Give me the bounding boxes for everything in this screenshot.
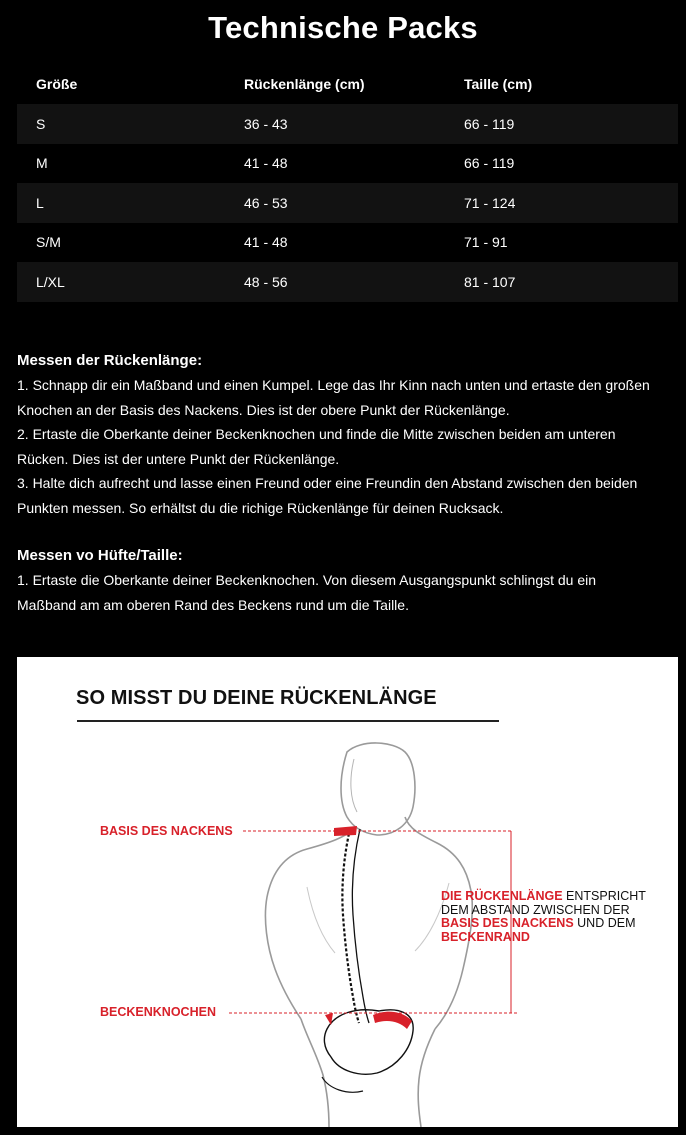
- cell-size: L: [17, 183, 244, 223]
- desc-line-1: [441, 890, 671, 904]
- table-header-row: [17, 64, 678, 104]
- desc-highlight: DIE RÜCKENLÄNGE: [441, 889, 563, 903]
- instruction-line: Punkten messen. So erhältst du die richige Rückenlänge für deinen Rucksack.: [17, 499, 504, 516]
- back-length-diagram: [17, 657, 678, 1127]
- desc-line-4: [441, 931, 671, 945]
- page-title: Technische Packs: [208, 10, 478, 45]
- table-row: [17, 223, 678, 263]
- table-row: [17, 183, 678, 223]
- header-waist: Taille (cm): [464, 76, 533, 92]
- table-row: [17, 144, 678, 184]
- desc-text: UND DEM: [573, 916, 636, 930]
- cell-size: S: [17, 104, 244, 144]
- body-outline: [265, 827, 355, 1019]
- cell-back-length: 46 - 53: [244, 183, 464, 223]
- instruction-line: Rücken. Dies ist der untere Punkt der Rückenlänge.: [17, 450, 340, 467]
- header-size: Größe: [36, 76, 78, 92]
- cell-waist: 71 - 91: [464, 234, 508, 251]
- back-length-heading: Messen der Rückenlänge:: [17, 352, 203, 369]
- spine: [342, 829, 359, 1023]
- header-back-length: Rückenlänge (cm): [244, 76, 365, 92]
- cell-back-length: 41 - 48: [244, 155, 288, 172]
- instruction-line: 2. Ertaste die Oberkante deiner Beckenknochen und finde die Mitte zwischen beiden am unteren: [17, 426, 616, 443]
- cell-back-length: 41 - 48: [244, 234, 288, 251]
- cell-size: S/M: [36, 234, 61, 251]
- hip-waist-instructions: [17, 568, 677, 617]
- cell-back-length: 36 - 43: [244, 104, 464, 144]
- desc-text: ENTSPRICHT: [562, 889, 646, 903]
- desc-line-3: [441, 917, 671, 931]
- desc-highlight: BECKENRAND: [441, 929, 530, 944]
- instruction-line: 3. Halte dich aufrecht und lasse einen Freund oder eine Freundin den Abstand zwischen den beiden: [17, 475, 638, 492]
- diagram-title: SO MISST DU DEINE RÜCKENLÄNGE: [76, 687, 437, 709]
- size-table: [17, 64, 678, 302]
- table-row: [17, 104, 678, 144]
- diagram-description: [441, 890, 671, 944]
- instruction-line: 1. Schnapp dir ein Maßband und einen Kumpel. Lege das Ihr Kinn nach unten und ertaste den großen: [17, 377, 650, 393]
- head-outline: [341, 743, 415, 835]
- cell-size: M: [36, 155, 48, 172]
- back-length-instructions: [17, 373, 677, 521]
- desc-line-2: DEM ABSTAND ZWISCHEN DER: [441, 902, 630, 917]
- hip-waist-heading: Messen vo Hüfte/Taille:: [17, 547, 183, 564]
- label-neck-base: BASIS DES NACKENS: [100, 824, 233, 838]
- cell-waist: 66 - 119: [464, 155, 515, 172]
- cell-back-length: 48 - 56: [244, 262, 464, 302]
- instruction-line: Knochen an der Basis des Nackens. Dies ist der obere Punkt der Rückenlänge.: [17, 401, 510, 418]
- table-row: [17, 262, 678, 302]
- instruction-line: Maßband am am oberen Rand des Beckens rund um die Taille.: [17, 596, 409, 613]
- label-pelvic-bone: BECKENKNOCHEN: [100, 1005, 216, 1019]
- cell-waist: 81 - 107: [464, 262, 678, 302]
- cell-size: L/XL: [17, 262, 244, 302]
- desc-highlight: BASIS DES NACKENS: [441, 916, 574, 930]
- instruction-line: 1. Ertaste die Oberkante deiner Beckenknochen. Von diesem Ausgangspunkt schlingst du ein: [17, 572, 597, 588]
- cell-waist: 66 - 119: [464, 104, 678, 144]
- cell-waist: 71 - 124: [464, 183, 678, 223]
